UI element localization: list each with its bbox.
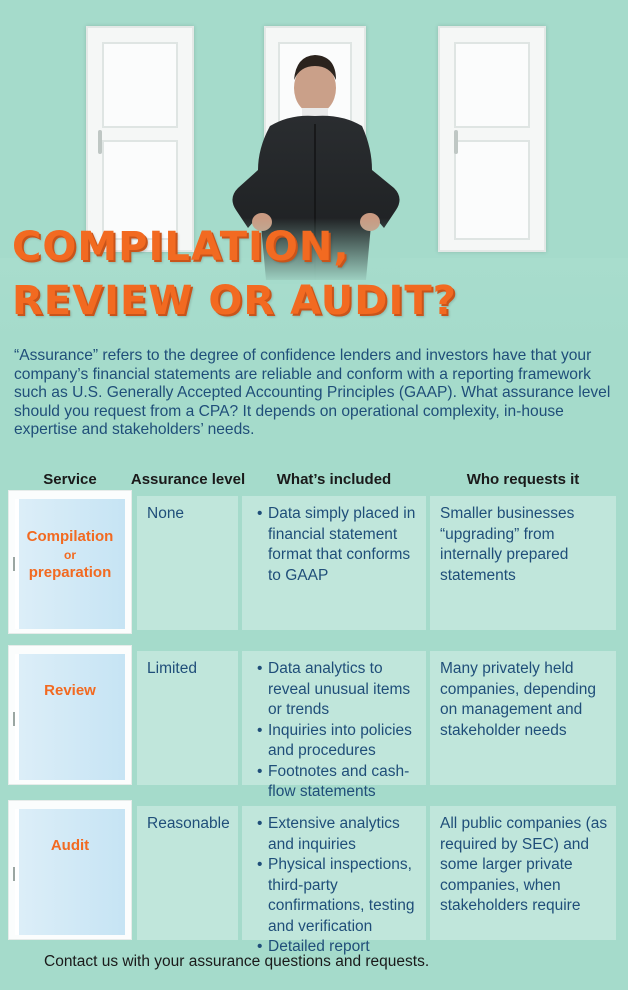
- header-service: Service: [43, 471, 97, 488]
- open-door-icon: [8, 645, 132, 785]
- assurance-level-cell: Limited: [137, 651, 238, 785]
- table-row-audit: [0, 806, 628, 955]
- table-row-compilation: [0, 496, 628, 630]
- footer-contact: Contact us with your assurance questions and requests.: [44, 953, 430, 970]
- header-assurance-level: Assurance level: [130, 471, 246, 488]
- assurance-level-cell: Reasonable: [137, 806, 238, 940]
- whats-included-cell: [242, 651, 426, 800]
- service-review: Review: [44, 682, 96, 699]
- included-item: • Data analytics to reveal unusual items or trends: [268, 659, 420, 721]
- page-title: [12, 220, 457, 328]
- service-compilation-line1: Compilation: [26, 528, 114, 545]
- included-item: • Extensive analytics and inquiries: [268, 814, 420, 855]
- included-item: • Footnotes and cash-flow statements: [268, 762, 420, 803]
- included-item: • Physical inspections, third-party confirmations, testing and verification: [268, 855, 420, 937]
- service-compilation-line3: preparation: [28, 564, 112, 581]
- included-item: • Inquiries into policies and procedures: [268, 721, 420, 762]
- service-audit: Audit: [50, 837, 90, 854]
- whats-included-cell: [242, 806, 426, 955]
- who-requests-cell: All public companies (as required by SEC) and some larger private companies, when stakeholders require: [430, 806, 616, 940]
- title-line-2: REVIEW OR AUDIT?: [12, 278, 457, 324]
- title-line-1: COMPILATION,: [12, 224, 350, 270]
- service-compilation: [8, 527, 132, 583]
- included-item: • Data simply placed in financial statement format that conforms to GAAP: [268, 504, 420, 586]
- intro-paragraph: “Assurance” refers to the degree of confidence lenders and investors have that your company’s financial statements are reliable and conform with a reporting framework such as U.S. Generally Accepted Accounting Principles (GAAP). What assurance level should you request from a CPA? It depends on operational complexity, in-house expertise and stakeholders’ needs.: [14, 347, 611, 439]
- whats-included-cell: [242, 496, 426, 630]
- who-requests-cell: Smaller businesses “upgrading” from internally prepared statements: [430, 496, 616, 630]
- open-door-icon: [8, 800, 132, 940]
- assurance-level-cell: None: [137, 496, 238, 630]
- header-whats-included: What’s included: [276, 471, 392, 488]
- table-row-review: [0, 651, 628, 800]
- hero-illustration: [0, 0, 628, 340]
- service-compilation-or: or: [64, 548, 76, 562]
- included-item: • Detailed report: [268, 937, 420, 958]
- header-who-requests: Who requests it: [466, 471, 580, 488]
- who-requests-cell: Many privately held companies, depending on management and stakeholder needs: [430, 651, 616, 785]
